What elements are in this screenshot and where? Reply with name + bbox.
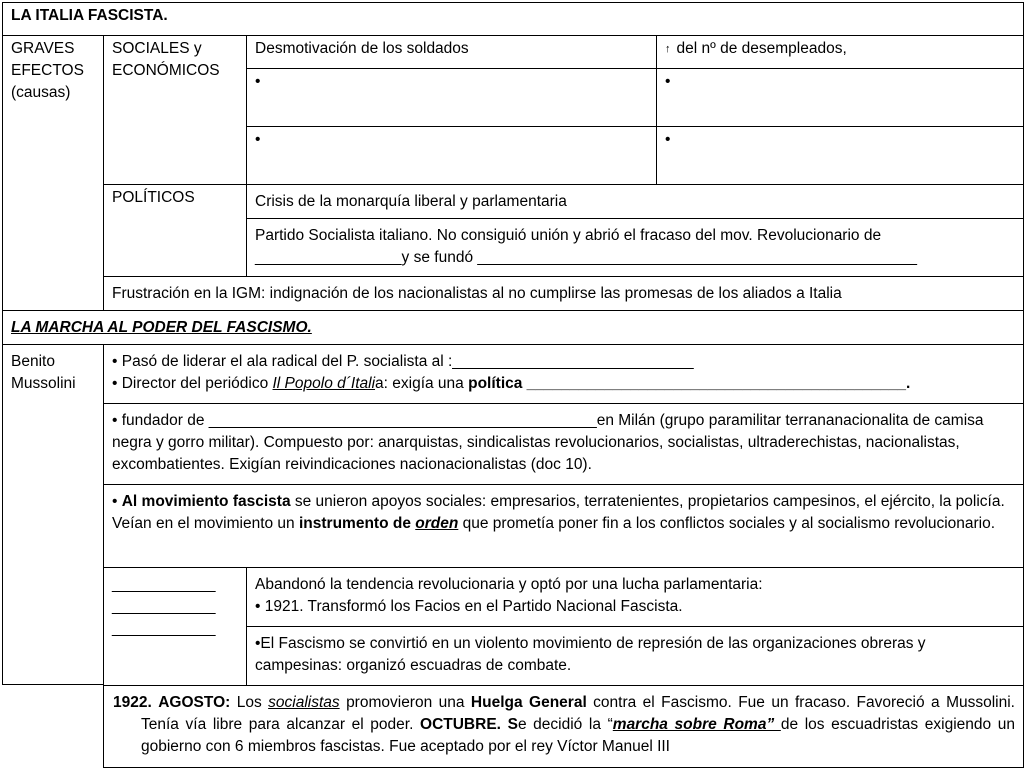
movement-text-end: que prometía poner fin a los conflictos sociales y al socialismo revolucionario. (458, 515, 996, 532)
march-title-cell (2, 310, 1024, 345)
blanks-cell (103, 567, 247, 686)
movement-cell (103, 484, 1024, 568)
mussolini-label-cell (2, 344, 104, 685)
monarchy-crisis-text: Crisis de la monarquía liberal y parlamentaria (255, 193, 567, 210)
events-text: contra el Fascismo. Fue un fracaso. Favoreció a Mussolini. Tenía vía libre para alcanzar el poder. (141, 694, 1015, 733)
social-label: SOCIALES y ECONÓMICOS (112, 40, 220, 79)
socialists-word: socialistas (268, 694, 340, 711)
founder-cell (103, 403, 1024, 485)
parliamentary-cell (246, 567, 1024, 627)
social-blank-cell-2 (656, 68, 1024, 127)
demotivation-cell (246, 35, 657, 69)
social-blank-cell-3 (246, 126, 657, 185)
radical-wing-text: • Pasó de liderar el ala radical del P. socialista al :____________________________ (112, 353, 694, 370)
mussolini-label: Benito Mussolini (11, 353, 76, 392)
effects-label-cell (2, 35, 104, 311)
frustration-cell (103, 276, 1024, 311)
august-label: AGOSTO: (158, 694, 231, 711)
general-strike: Huelga General (470, 694, 587, 711)
march-title: LA MARCHA AL PODER DEL FASCISMO. (11, 319, 312, 336)
blank-line: ____________ (112, 598, 216, 615)
repression-cell (246, 626, 1024, 686)
founder-text: • fundador de _____________________________________________en Milán (grupo paramilitar terrananacionalita de camisa negra y gorro militar). Compuesto por: anarquistas, sindicalistas revolucionarios, socialistas, ultraderechistas, nacionalistas, excombatientes. Exigían reivindicaciones nacionacionalistas (doc 10). (112, 412, 984, 473)
events-text: Los (230, 694, 269, 711)
blank-line: ____________ (112, 576, 216, 593)
movement-bullet: • (112, 493, 122, 510)
march-on-rome: marcha sobre Roma” (612, 716, 781, 733)
events-text: e decidió la “ (517, 716, 613, 733)
up-arrow-icon: ↑ (665, 43, 671, 55)
movement-text: se unieron apoyos sociales: empresarios, terratenientes, propietarios campesinos, el ejército, la policía. Veían en el movimiento un (112, 493, 1005, 532)
frustration-text: Frustración en la IGM: indignación de los nacionalistas al no cumplirse las promesas de los aliados a Italia (112, 285, 842, 302)
monarchy-crisis-cell (246, 184, 1024, 219)
events-text: promovieron una (339, 694, 471, 711)
bullet: • (255, 131, 261, 148)
unemployment-text: del nº de desempleados, (676, 40, 847, 58)
politics-blank: ____________________________________________. (522, 375, 911, 392)
director-text: • Director del periódico (112, 375, 273, 392)
political-label-cell (103, 184, 247, 277)
blank-line: ____________ (112, 620, 216, 637)
demotivation-text: Desmotivación de los soldados (255, 40, 469, 57)
events-text (501, 716, 508, 733)
instrument-bold: instrumento de (298, 515, 416, 532)
movement-bold: Al movimiento fascista (121, 493, 291, 510)
events-1922-cell (103, 685, 1024, 768)
title-cell (2, 2, 1024, 37)
socialist-party-cell (246, 218, 1024, 277)
october-label: OCTUBRE. (420, 716, 501, 733)
social-blank-cell-4 (656, 126, 1024, 185)
effects-label: GRAVES EFECTOS (causas) (11, 40, 84, 101)
social-blank-cell-1 (246, 68, 657, 127)
repression-text: •El Fascismo se convirtió en un violento movimiento de represión de las organizaciones obreras y campesinas: organizó escuadras de combate. (255, 635, 926, 674)
events-text: de los escuadristas exigiendo un gobierno con 6 miembros fascistas. Fue aceptado por el rey Víctor Manuel III (141, 716, 1015, 755)
page-title: LA ITALIA FASCISTA. (11, 7, 168, 24)
newspaper-name: Il Popolo d´Itali (272, 375, 376, 392)
year-label: 1922. (113, 694, 152, 711)
director-mid-text: a: exigía una (375, 375, 469, 392)
pnf-text: • 1921. Transformó los Facios en el Partido Nacional Fascista. (255, 598, 683, 615)
mussolini-career-cell (103, 344, 1024, 404)
order-word: orden (415, 515, 459, 532)
unemployment-cell (656, 35, 1024, 69)
bullet: • (665, 131, 671, 148)
parliamentary-text: Abandonó la tendencia revolucionaria y optó por una lucha parlamentaria: (255, 576, 763, 593)
political-label: POLÍTICOS (112, 189, 195, 206)
bullet: • (665, 73, 671, 90)
bullet: • (255, 73, 261, 90)
social-label-cell (103, 35, 247, 185)
s-letter: S (507, 716, 518, 733)
politics-word: política (468, 375, 523, 392)
newspaper-line (112, 373, 1015, 395)
socialist-party-text: Partido Socialista italiano. No consiguió unión y abrió el fracaso del mov. Revolucionario de _________________y se fundó ___________________________________________________ (255, 227, 918, 266)
